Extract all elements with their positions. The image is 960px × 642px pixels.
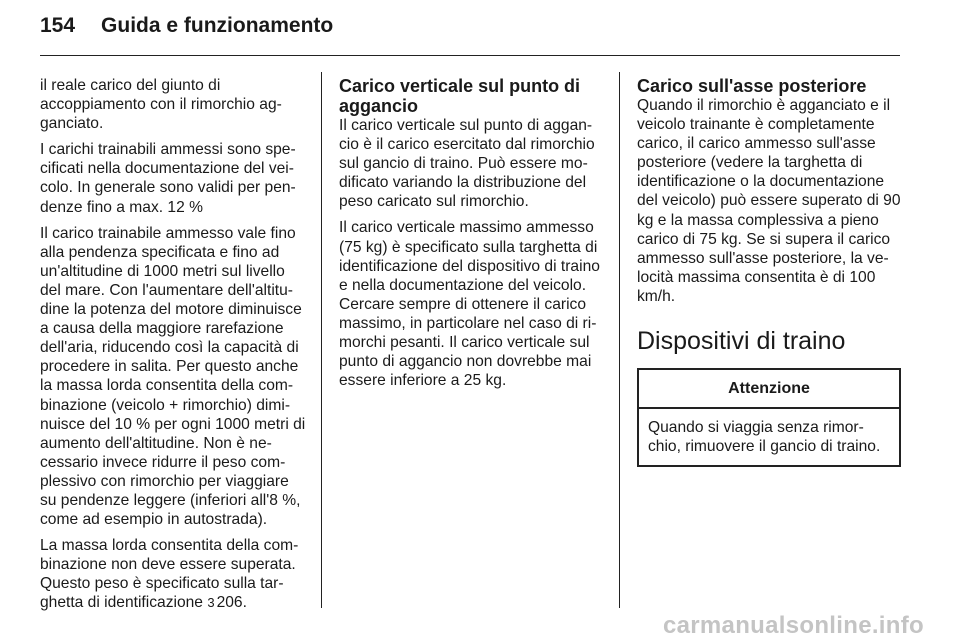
paragraph	[40, 536, 306, 612]
paragraph: il reale carico del giunto di accoppiamento con il rimorchio agganciato.	[40, 77, 282, 133]
section-title: Dispositivi di traino	[637, 327, 846, 356]
watermark: carmanualsonline.info	[662, 612, 924, 639]
warning-title: Attenzione	[639, 370, 899, 409]
paragraph: Quando il rimorchio è agganciato e il veicolo trainante è completamente carico, il carico ammesso sull'asse posteriore (vedere la targhetta di identificazione o la documentazione del veicolo) può essere superato di 90 kg e la massa complessiva a pieno carico di 75 kg. Se si supera il carico ammesso sull'asse posteriore, la velocità massima consentita è di 100 km/h.	[637, 97, 901, 305]
paragraph: I carichi trainabili ammessi sono specificati nella documentazione del veicolo. In generale sono validi per pendenze fino a max. 12 %	[40, 141, 296, 216]
section-heading: Carico sull'asse posteriore	[637, 76, 867, 96]
column-left	[40, 76, 306, 620]
column-divider-1	[321, 72, 322, 608]
page-reference-link[interactable]: 206.	[216, 594, 247, 612]
header-rule	[40, 55, 900, 56]
section-heading: Carico verticale sul punto di aggancio	[339, 76, 581, 116]
page-header	[40, 14, 333, 38]
column-right	[637, 76, 901, 467]
paragraph: Il carico verticale sul punto di aggancio è il carico esercitato dal rimorchio sul gancio di traino. Può essere modificato variando la distribuzione del peso caricato sul rimorchio.	[339, 117, 595, 211]
warning-box	[637, 368, 901, 467]
column-middle	[339, 76, 605, 397]
paragraph-text: La massa lorda consentita della combinazione non deve essere superata. Questo peso è specificato sulla targhetta di identificazione	[40, 537, 299, 612]
column-divider-2	[619, 72, 620, 608]
page-reference-icon: 3	[207, 595, 215, 611]
chapter-title: Guida e funzionamento	[101, 14, 334, 37]
paragraph: Il carico verticale massimo ammesso (75 kg) è specificato sulla targhetta di identificazione del dispositivo di traino e nella documentazione del veicolo. Cercare sempre di ottenere il carico massimo, in particolare nel caso di rimorchi pesanti. Il carico verticale sul punto di aggancio non dovrebbe mai essere inferiore a 25 kg.	[339, 219, 600, 390]
page-number: 154	[40, 14, 76, 37]
paragraph: Il carico trainabile ammesso vale fino alla pendenza specificata e fino ad un'altitudine di 1000 metri sul livello del mare. Con l'aumentare dell'altitudine la potenza del motore diminuisce a causa della maggiore rarefazione dell'aria, riducendo così la capacità di procedere in salita. Per questo anche la massa lorda consentita della combinazione (veicolo + rimorchio) diminuisce del 10 % per ogni 1000 metri di aumento dell'altitudine. Non è necessario invece ridurre il peso complessivo con rimorchio per viaggiare su pendenze leggere (inferiori all'8 %, come ad esempio in autostrada).	[40, 224, 306, 529]
warning-text: Quando si viaggia senza rimorchio, rimuovere il gancio di traino.	[648, 419, 881, 456]
